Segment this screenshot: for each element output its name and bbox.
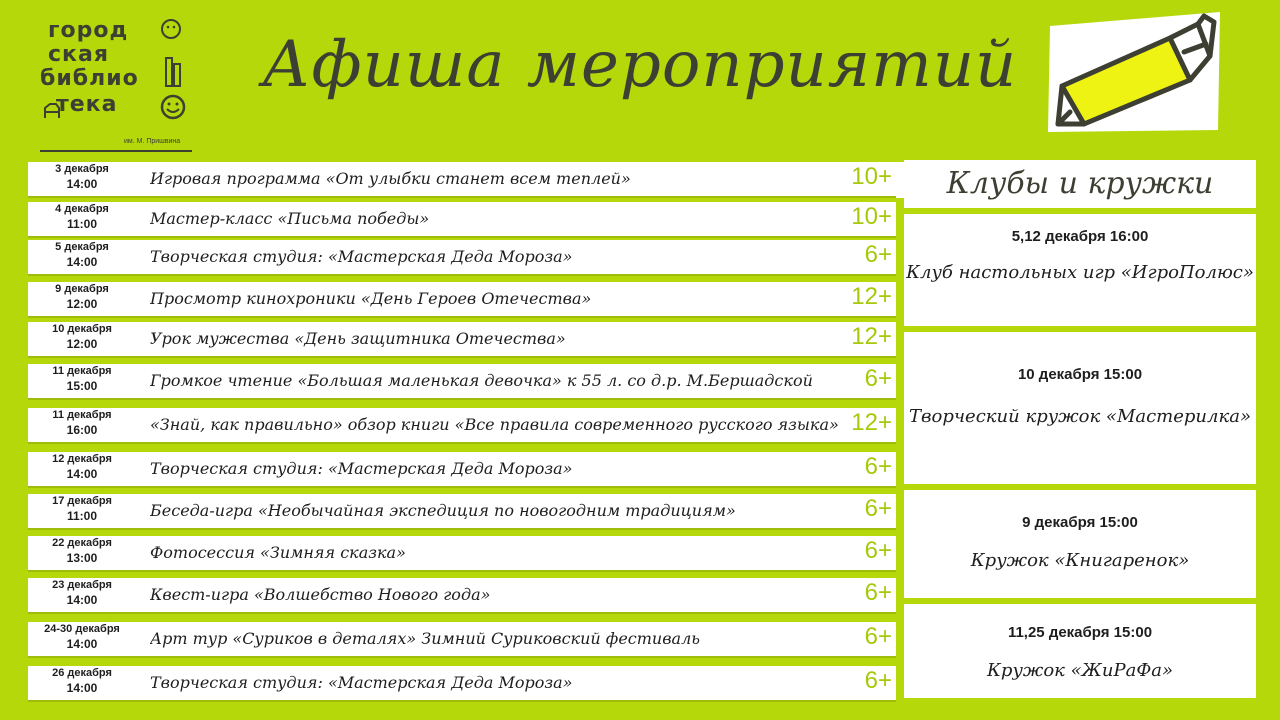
- event-date: 4 декабря: [55, 203, 109, 215]
- club-name: Творческий кружок «Мастерилка»: [909, 406, 1251, 427]
- event-row: [28, 494, 896, 528]
- event-title: Творческая студия: «Мастерская Деда Мороза»: [150, 459, 573, 478]
- event-row: [28, 162, 896, 196]
- event-title: Арт тур «Суриков в деталях» Зимний Суриковский фестиваль: [150, 629, 700, 648]
- club-date: 11,25 декабря 15:00: [1007, 624, 1153, 641]
- event-title: Творческая студия: «Мастерская Деда Мороза»: [150, 247, 573, 266]
- age-rating: 6+: [864, 579, 892, 606]
- event-date: 23 декабря: [52, 579, 112, 591]
- age-rating: 12+: [851, 323, 892, 350]
- event-title: Творческая студия: «Мастерская Деда Мороза»: [150, 673, 573, 692]
- event-time: 16:00: [66, 423, 98, 437]
- event-time: 11:00: [66, 509, 98, 523]
- event-date: 22 декабря: [52, 537, 112, 549]
- event-date: 11 декабря: [52, 365, 112, 377]
- event-date: 24-30 декабря: [44, 623, 120, 635]
- age-rating: 10+: [851, 163, 892, 190]
- event-date: 26 декабря: [52, 667, 112, 679]
- logo-underline: [40, 150, 192, 152]
- event-row: [28, 666, 896, 700]
- age-rating: 12+: [851, 409, 892, 436]
- books-icon: [164, 54, 186, 88]
- age-rating: 6+: [864, 495, 892, 522]
- lion-icon: [160, 18, 182, 40]
- club-date: 9 декабря 15:00: [1022, 514, 1138, 531]
- club-card: [904, 332, 1256, 484]
- event-row: [28, 536, 896, 570]
- club-name: Кружок «Книгаренок»: [970, 550, 1190, 571]
- event-row: [28, 364, 896, 398]
- logo-subtitle: им. М. Пришвина: [124, 138, 181, 145]
- event-time: 14:00: [66, 593, 98, 607]
- clubs-title: Клубы и кружки: [946, 166, 1214, 201]
- event-title: «Знай, как правильно» обзор книги «Все правила современного русского языка»: [150, 415, 839, 434]
- event-date: 3 декабря: [55, 163, 109, 175]
- pencil-icon: [1044, 8, 1228, 134]
- dog-icon: [42, 98, 62, 122]
- logo-line-1: город: [48, 18, 129, 43]
- event-date: 10 декабря: [52, 323, 112, 335]
- club-card: [904, 604, 1256, 698]
- clubs-connector: [896, 162, 904, 198]
- page-title: Афиша мероприятий: [262, 28, 1018, 102]
- library-logo: [40, 14, 190, 152]
- age-rating: 6+: [864, 623, 892, 650]
- event-date: 9 декабря: [55, 283, 109, 295]
- age-rating: 6+: [864, 537, 892, 564]
- event-row: [28, 282, 896, 316]
- age-rating: 10+: [851, 203, 892, 230]
- event-time: 13:00: [66, 551, 98, 565]
- event-time: 14:00: [66, 681, 98, 695]
- clubs-header: [904, 160, 1256, 208]
- event-time: 14:00: [66, 637, 98, 651]
- event-row: [28, 322, 896, 356]
- event-row: [28, 202, 896, 236]
- club-date: 5,12 декабря 16:00: [1011, 228, 1149, 245]
- logo-line-4: тека: [56, 92, 118, 117]
- age-rating: 6+: [864, 453, 892, 480]
- event-title: Мастер-класс «Письма победы»: [150, 209, 430, 228]
- event-row: [28, 622, 896, 656]
- club-name: Клуб настольных игр «ИгроПолюс»: [906, 262, 1254, 283]
- event-date: 17 декабря: [52, 495, 112, 507]
- event-title: Просмотр кинохроники «День Героев Отечества»: [150, 289, 592, 308]
- event-time: 14:00: [66, 177, 98, 191]
- club-date: 10 декабря 15:00: [1017, 366, 1143, 383]
- logo-line-2: ская: [48, 42, 109, 67]
- event-time: 14:00: [66, 255, 98, 269]
- age-rating: 6+: [864, 241, 892, 268]
- event-title: Беседа-игра «Необычайная экспедиция по новогодним традициям»: [150, 501, 736, 520]
- event-title: Урок мужества «День защитника Отечества»: [150, 329, 566, 348]
- club-name: Кружок «ЖиРаФа»: [986, 660, 1174, 681]
- event-time: 15:00: [66, 379, 98, 393]
- event-date: 12 декабря: [52, 453, 112, 465]
- event-time: 11:00: [66, 217, 98, 231]
- event-title: Квест-игра «Волшебство Нового года»: [150, 585, 491, 604]
- event-date: 11 декабря: [52, 409, 112, 421]
- age-rating: 6+: [864, 667, 892, 694]
- event-row: [28, 578, 896, 612]
- event-title: Фотосессия «Зимняя сказка»: [150, 543, 406, 562]
- club-card: [904, 214, 1256, 326]
- event-time: 12:00: [66, 337, 98, 351]
- event-row: [28, 452, 896, 486]
- event-time: 14:00: [66, 467, 98, 481]
- event-time: 12:00: [66, 297, 98, 311]
- age-rating: 12+: [851, 283, 892, 310]
- event-title: Громкое чтение «Большая маленькая девочка» к 55 л. со д.р. М.Бершадской: [150, 371, 813, 390]
- event-row: [28, 240, 896, 274]
- age-rating: 6+: [864, 365, 892, 392]
- smiley-icon: [160, 94, 186, 120]
- club-card: [904, 490, 1256, 598]
- event-row: [28, 408, 896, 442]
- event-date: 5 декабря: [55, 241, 109, 253]
- logo-line-3: библио: [40, 66, 139, 91]
- event-title: Игровая программа «От улыбки станет всем теплей»: [150, 169, 631, 188]
